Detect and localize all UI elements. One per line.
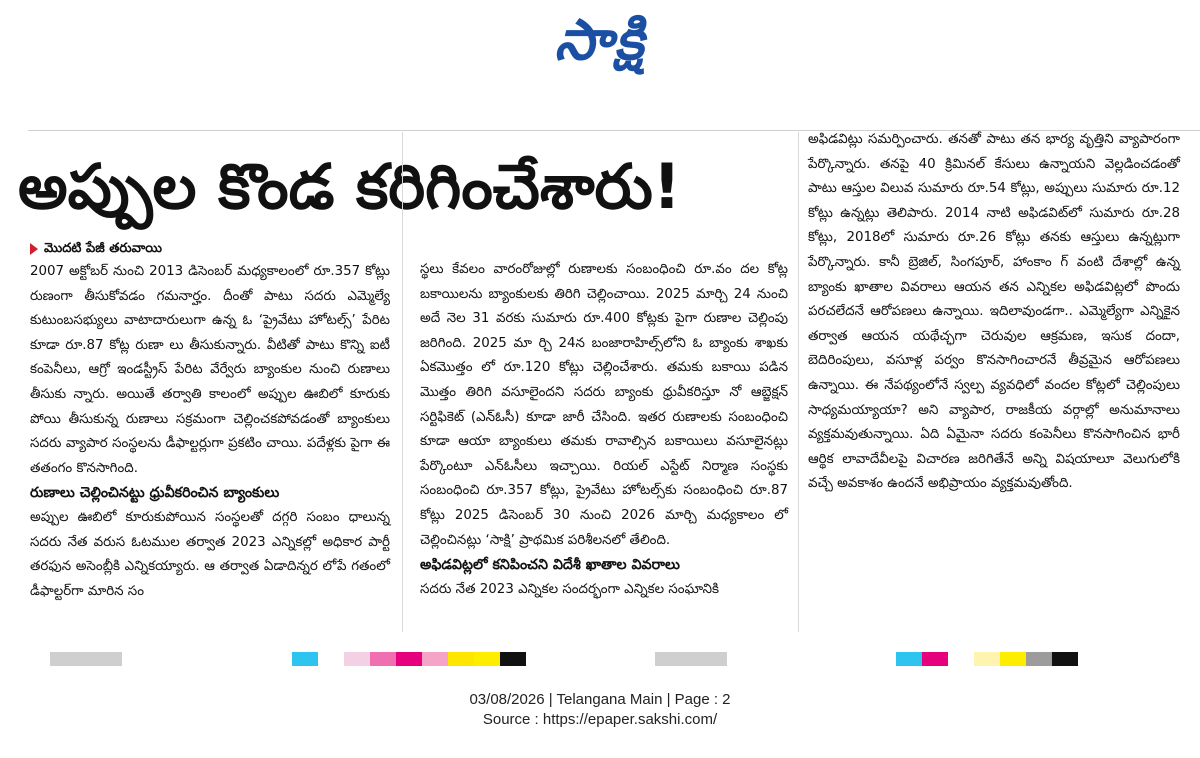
color-swatch: [318, 652, 344, 666]
color-swatch: [344, 652, 370, 666]
color-calibration-bar: [896, 652, 1078, 666]
logo-text: సాక్షి: [554, 8, 646, 73]
color-calibration-bar: [292, 652, 526, 666]
paragraph: స్థలు కేవలం వారంరోజుల్లో రుణాలకు సంబంధించి రూ.వం దల కోట్ల బకాయిలను బ్యాంకులకు తిరిగి చెల్లించాయి. 2025 మార్చి 24 నుంచి అదే నెల 31 వరకు సుమారు రూ.400 కోట్లకు పైగా రుణాల చెల్లింపు జరిగింది. 2025 మా ర్చి 24న బంజారాహిల్స్‌లోని ఓ బ్యాంకు శాఖకు ఏకమొత్తం లో రూ.120 కోట్లు చెల్లించేశారు. తమకు బకాయి పడిన మొత్తం తిరిగి వసూలైందని సదరు బ్యాంకు ధ్రువీకరిస్తూ నో ఆబ్జెక్షన్ సర్టిఫికెట్ (ఎన్‌ఓసీ) కూడా జారీ చేసింది. ఇతర రుణాలకు సంబంధించి కూడా ఆయా బ్యాంకులు తమకు రావాల్సిన బకాయిలు వసూలైనట్లు పేర్కొంటూ ఎన్‌ఓసీలు ఇచ్చాయి. రియల్ ఎస్టేట్ నిర్మాణ సంస్థకు సంబంధించి రూ.357 కోట్లు, ప్రైవేటు హోటల్స్‌కు సంబంధించి రూ.87 కోట్లు 2025 డిసెంబర్ 30 నుంచి 2026 మార్చి మధ్యకాలం లో చెల్లించినట్లు ‘సాక్షి’ ప్రాథమిక పరిశీలనలో తేలింది.: [420, 262, 788, 548]
paragraph: 2007 అక్టోబర్ నుంచి 2013 డిసెంబర్ మధ్యకాలంలో రూ.357 కోట్లు రుణంగా తీసుకోవడం గమనార్హం. దీంతో పాటు సదరు ఎమ్మెల్యే కుటుంబసభ్యులు వాటాదారులుగా ఉన్న ఓ ‘ప్రైవేటు హోటల్స్’ పేరిట కూడా రూ.87 కోట్ల రుణా లు తీసుకున్నారు. వీటితో పాటు కొన్ని ఐటీ కంపెనీలు, ఆగ్రో ఇండస్ట్రీస్ పేరిట వేర్వేరు బ్యాంకుల నుంచి రుణాలు తీసుకు న్నారు. అయితే తర్వాతి కాలంలో అప్పుల ఊబిలో కూరుకు పోయి తీసుకున్న రుణాలు సక్రమంగా చెల్లించకపోవడంతో బ్యాంకులు సదరు వ్యాపార సంస్థలను డీఫాల్టర్లుగా ప్రకటిం చాయి. పదేళ్లకు పైగా ఈ తతంగం కొనసాగింది.: [30, 264, 390, 476]
color-swatch: [948, 652, 974, 666]
paragraph: అఫిడవిట్లు సమర్పించారు. తనతో పాటు తన భార్య వృత్తిని వ్యాపారంగా పేర్కొన్నారు. తనపై 40 క్రిమినల్ కేసులు ఉన్నాయని వెల్లడించడంతో పాటు ఆస్తుల విలువ సుమారు రూ.54 కోట్లు, అప్పులు సుమారు రూ.12 కోట్లు ఉన్నట్లు తెలిపారు. 2014 నాటి అఫిడవిట్‌లో సుమారు రూ.28 కోట్లు, 2018లో సుమారు రూ.26 కోట్లు తనకు ఆస్తులు ఉన్నట్లుగా పేర్కొన్నారు. కానీ బ్రెజిల్, సింగపూర్, హాంకాం గ్ వంటి దేశాల్లో ఉన్న బ్యాంకు ఖాతాల వివరాలు ఆయన తన ఎన్నికల అఫిడవిట్లలో పొందు పరచలేదనే ఆరోపణలు ఉన్నాయి. ఇదిలావుండగా.. ఎమ్మెల్యేగా ఎన్నికైన తర్వాత ఆయన యథేచ్ఛగా చెరువుల ఆక్రమణ, ఇసుక దందా, బెదిరింపులు, వసూళ్ల పర్వం కొనసాగించారనే తీవ్రమైన ఆరోపణలు ఉన్నాయి. ఈ నేపథ్యంలోనే స్వల్ప వ్యవధిలో వందల కోట్లలో చెల్లింపులు సాధ్యమయ్యాయా? అని వ్యాపార, రాజకీయ వర్గాల్లో అనుమానాలు వ్యక్తమవుతున్నాయి. ఏది ఏమైనా సదరు కంపెనీలు కొనసాగించిన భారీ ఆర్థిక లావాదేవీలపై విచారణ జరిగితేనే అన్ని విషయాలూ వెలుగులోకి వచ్చే అవకాశం ఉందనే అభిప్రాయం వ్యక్తమవుతోంది.: [808, 132, 1180, 492]
footer-source: Source : https://epaper.sakshi.com/: [482, 711, 718, 728]
headline: అప్పుల కొండ కరిగించేశారు!: [18, 150, 682, 223]
grey-registration-mark: [50, 652, 122, 666]
article-column-1: [30, 238, 390, 604]
kicker-text: మొదటి పేజీ తరువాయి: [44, 240, 162, 256]
column-divider: [402, 132, 403, 632]
color-swatch: [448, 652, 474, 666]
kicker: [30, 238, 390, 260]
color-swatch: [1052, 652, 1078, 666]
color-swatch: [370, 652, 396, 666]
article-column-2: [420, 258, 788, 602]
color-swatch: [396, 652, 422, 666]
color-swatch: [1000, 652, 1026, 666]
paragraph: సదరు నేత 2023 ఎన్నికల సందర్భంగా ఎన్నికల సంఘానికి: [420, 581, 720, 597]
paragraph: అప్పుల ఊబిలో కూరుకుపోయిన సంస్థలతో దగ్గరి సంబం ధాలున్న సదరు నేత వరుస ఓటముల తర్వాత 2023 ఎన్నికల్లో అధికార పార్టీ తరఫున అసెంబ్లీకి ఎన్నికయ్యారు. ఆ తర్వాత ఏడాదిన్నర లోపే గతంలో డీఫాల్టర్‌గా మారిన సం: [30, 509, 390, 599]
triangle-bullet-icon: [30, 243, 38, 255]
grey-registration-mark: [655, 652, 727, 666]
column-divider: [798, 132, 799, 632]
color-swatch: [974, 652, 1000, 666]
color-swatch: [474, 652, 500, 666]
sakshi-logo: [0, 0, 1200, 92]
subheading: అఫిడవిట్లలో కనిపించని విదేశీ ఖాతాల వివరాలు: [420, 557, 680, 574]
color-swatch: [422, 652, 448, 666]
color-swatch: [922, 652, 948, 666]
color-swatch: [500, 652, 526, 666]
footer: [0, 690, 1200, 730]
color-swatch: [292, 652, 318, 666]
subheading: రుణాలు చెల్లించినట్టు ధ్రువీకరించిన బ్యాంకులు: [30, 485, 280, 502]
footer-date-edition: 03/08/2026 | Telangana Main | Page : 2: [469, 691, 731, 708]
color-swatch: [896, 652, 922, 666]
article-column-3: [808, 128, 1180, 497]
color-swatch: [1026, 652, 1052, 666]
